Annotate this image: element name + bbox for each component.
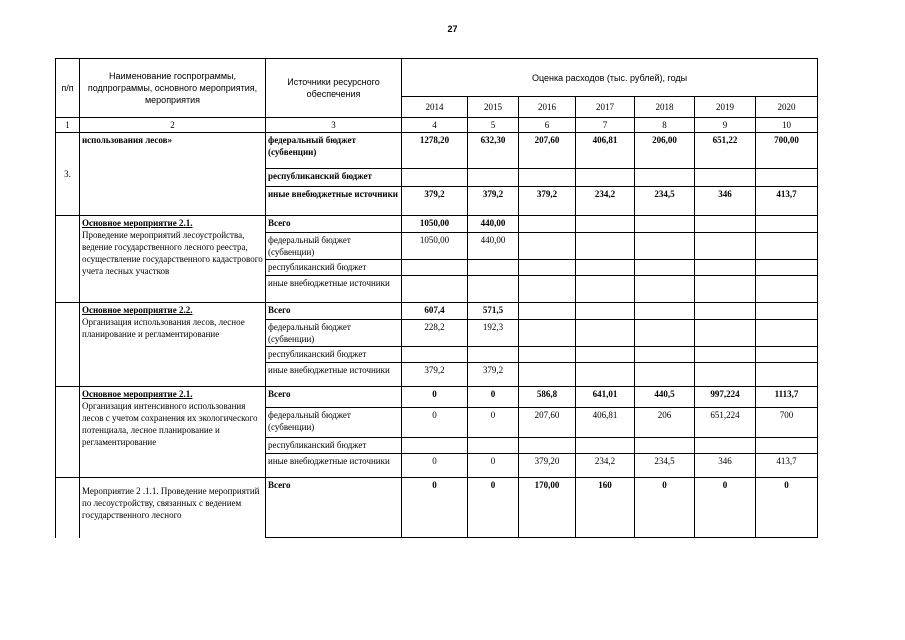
amount-cell [576,169,635,187]
funding-source: федеральный бюджет (субвенции) [266,133,402,169]
amount-cell [635,303,695,320]
amount-cell [576,233,635,260]
program-description: Организация использования лесов, лесное планирование и регламентирование [82,317,245,339]
table-row [56,478,818,538]
amount-cell [756,303,818,320]
amount-cell: 1050,00 [402,216,468,233]
amount-cell [756,169,818,187]
header-year: 2018 [635,97,695,118]
amount-cell [468,169,519,187]
amount-cell: 0 [468,408,519,438]
amount-cell [402,169,468,187]
header-year: 2014 [402,97,468,118]
amount-cell: 379,2 [468,363,519,387]
amount-cell: 1113,7 [756,387,818,408]
amount-cell: 641,01 [576,387,635,408]
column-index: 2 [80,118,266,133]
amount-cell: 413,7 [756,454,818,478]
amount-cell [635,216,695,233]
amount-cell [519,347,576,363]
table-row [56,303,818,320]
column-index: 6 [519,118,576,133]
funding-source: республиканский бюджет [266,169,402,187]
amount-cell [695,347,756,363]
funding-source: Всего [266,303,402,320]
amount-cell: 406,81 [576,408,635,438]
amount-cell: 206,00 [635,133,695,169]
amount-cell [519,169,576,187]
amount-cell: 440,00 [468,216,519,233]
amount-cell [635,363,695,387]
amount-cell: 379,2 [468,187,519,216]
amount-cell [695,363,756,387]
amount-cell [635,320,695,347]
amount-cell [695,216,756,233]
amount-cell [756,363,818,387]
amount-cell: 0 [402,478,468,538]
amount-cell [635,276,695,303]
amount-cell: 379,2 [519,187,576,216]
amount-cell: 0 [402,408,468,438]
amount-cell: 170,00 [519,478,576,538]
amount-cell [635,438,695,454]
amount-cell: 0 [468,387,519,408]
amount-cell: 234,2 [576,454,635,478]
amount-cell [519,303,576,320]
header-year: 2020 [756,97,818,118]
amount-cell: 1278,20 [402,133,468,169]
amount-cell [635,233,695,260]
amount-cell: 1050,00 [402,233,468,260]
amount-cell: 586,8 [519,387,576,408]
amount-cell: 379,2 [402,363,468,387]
amount-cell [695,233,756,260]
amount-cell [756,320,818,347]
program-description: Мероприятие 2 .1.1. Проведение мероприятий по лесоустройству, связанных с ведением государственного лесного [82,486,260,520]
funding-source: федеральный бюджет (субвенции) [266,408,402,438]
program-title: использования лесов» [82,135,173,145]
page-number: 27 [447,24,458,34]
amount-cell [576,363,635,387]
funding-source: республиканский бюджет [266,438,402,454]
amount-cell: 571,5 [468,303,519,320]
amount-cell [695,169,756,187]
column-index: 9 [695,118,756,133]
amount-cell [695,260,756,276]
amount-cell: 379,2 [402,187,468,216]
amount-cell: 700 [756,408,818,438]
amount-cell [756,260,818,276]
amount-cell: 651,224 [695,408,756,438]
funding-source: Всего [266,216,402,233]
amount-cell [402,276,468,303]
funding-source: Всего [266,478,402,538]
column-index: 4 [402,118,468,133]
amount-cell [635,260,695,276]
amount-cell: 0 [402,387,468,408]
amount-cell [756,276,818,303]
column-index: 1 [56,118,80,133]
amount-cell: 0 [756,478,818,538]
amount-cell [468,438,519,454]
amount-cell [756,438,818,454]
header-year: 2016 [519,97,576,118]
budget-table [55,58,818,538]
amount-cell: 234,2 [576,187,635,216]
amount-cell [695,303,756,320]
amount-cell [519,320,576,347]
amount-cell: 632,30 [468,133,519,169]
amount-cell: 997,224 [695,387,756,408]
amount-cell [468,260,519,276]
program-name-cell [80,133,266,216]
amount-cell: 234,5 [635,454,695,478]
amount-cell [635,169,695,187]
row-number [56,478,80,538]
table-row [56,133,818,169]
program-name-cell [80,387,266,478]
program-description: Организация интенсивного использования лесов с учетом сохранения их экологического потенциала, лесное планирование и регламентирование [82,401,258,447]
amount-cell: 607,4 [402,303,468,320]
program-description: Проведение мероприятий лесоустройства, ведение государственного лесного реестра, осуществление государственного кадастрового учета лесных участков [82,230,263,276]
header-number: п/п [56,59,80,118]
row-number [56,387,80,478]
amount-cell: 207,60 [519,133,576,169]
amount-cell [519,276,576,303]
header-year: 2017 [576,97,635,118]
amount-cell: 651,22 [695,133,756,169]
amount-cell: 413,7 [756,187,818,216]
funding-source: иные внебюджетные источники [266,276,402,303]
funding-source: иные внебюджетные источники [266,363,402,387]
amount-cell [519,438,576,454]
amount-cell [576,320,635,347]
row-number [56,303,80,387]
header-source: Источники ресурсного обеспечения [266,59,402,118]
program-title: Основное мероприятие 2.2. [82,305,193,315]
funding-source: республиканский бюджет [266,260,402,276]
program-name-cell [80,303,266,387]
amount-cell [576,276,635,303]
amount-cell: 440,5 [635,387,695,408]
program-title: Основное мероприятие 2.1. [82,218,193,228]
column-index: 3 [266,118,402,133]
amount-cell: 0 [635,478,695,538]
funding-source: федеральный бюджет (субвенции) [266,320,402,347]
amount-cell [576,438,635,454]
amount-cell: 0 [468,454,519,478]
amount-cell [576,216,635,233]
amount-cell [756,233,818,260]
amount-cell: 160 [576,478,635,538]
amount-cell: 700,00 [756,133,818,169]
amount-cell [695,438,756,454]
program-name-cell [80,478,266,538]
amount-cell [519,260,576,276]
table-row [56,387,818,408]
amount-cell [576,303,635,320]
amount-cell [576,347,635,363]
column-index: 8 [635,118,695,133]
amount-cell [519,363,576,387]
amount-cell: 440,00 [468,233,519,260]
column-index: 10 [756,118,818,133]
funding-source: Всего [266,387,402,408]
amount-cell [756,347,818,363]
amount-cell: 234,5 [635,187,695,216]
amount-cell [519,233,576,260]
program-name-cell [80,216,266,303]
header-estimate: Оценка расходов (тыс. рублей), годы [402,59,818,97]
amount-cell: 379,20 [519,454,576,478]
funding-source: иные внебюджетные источники [266,187,402,216]
amount-cell: 228,2 [402,320,468,347]
header-year: 2015 [468,97,519,118]
amount-cell [756,216,818,233]
row-number [56,216,80,303]
amount-cell [695,276,756,303]
amount-cell: 0 [695,478,756,538]
amount-cell [468,276,519,303]
header-name: Наименование госпрограммы, подпрограммы, основного мероприятия, мероприятия [80,59,266,118]
funding-source: федеральный бюджет (субвенции) [266,233,402,260]
amount-cell: 346 [695,187,756,216]
amount-cell [695,320,756,347]
amount-cell: 346 [695,454,756,478]
amount-cell: 0 [468,478,519,538]
column-index: 7 [576,118,635,133]
header-year: 2019 [695,97,756,118]
amount-cell [402,347,468,363]
amount-cell [402,260,468,276]
table-row [56,216,818,233]
amount-cell: 207,60 [519,408,576,438]
amount-cell: 192,3 [468,320,519,347]
funding-source: республиканский бюджет [266,347,402,363]
column-index: 5 [468,118,519,133]
amount-cell: 0 [402,454,468,478]
amount-cell [519,216,576,233]
amount-cell: 206 [635,408,695,438]
funding-source: иные внебюджетные источники [266,454,402,478]
program-title: Основное мероприятие 2.1. [82,389,193,399]
amount-cell [635,347,695,363]
amount-cell [576,260,635,276]
amount-cell: 406,81 [576,133,635,169]
row-number: 3. [56,133,80,216]
amount-cell [468,347,519,363]
amount-cell [402,438,468,454]
